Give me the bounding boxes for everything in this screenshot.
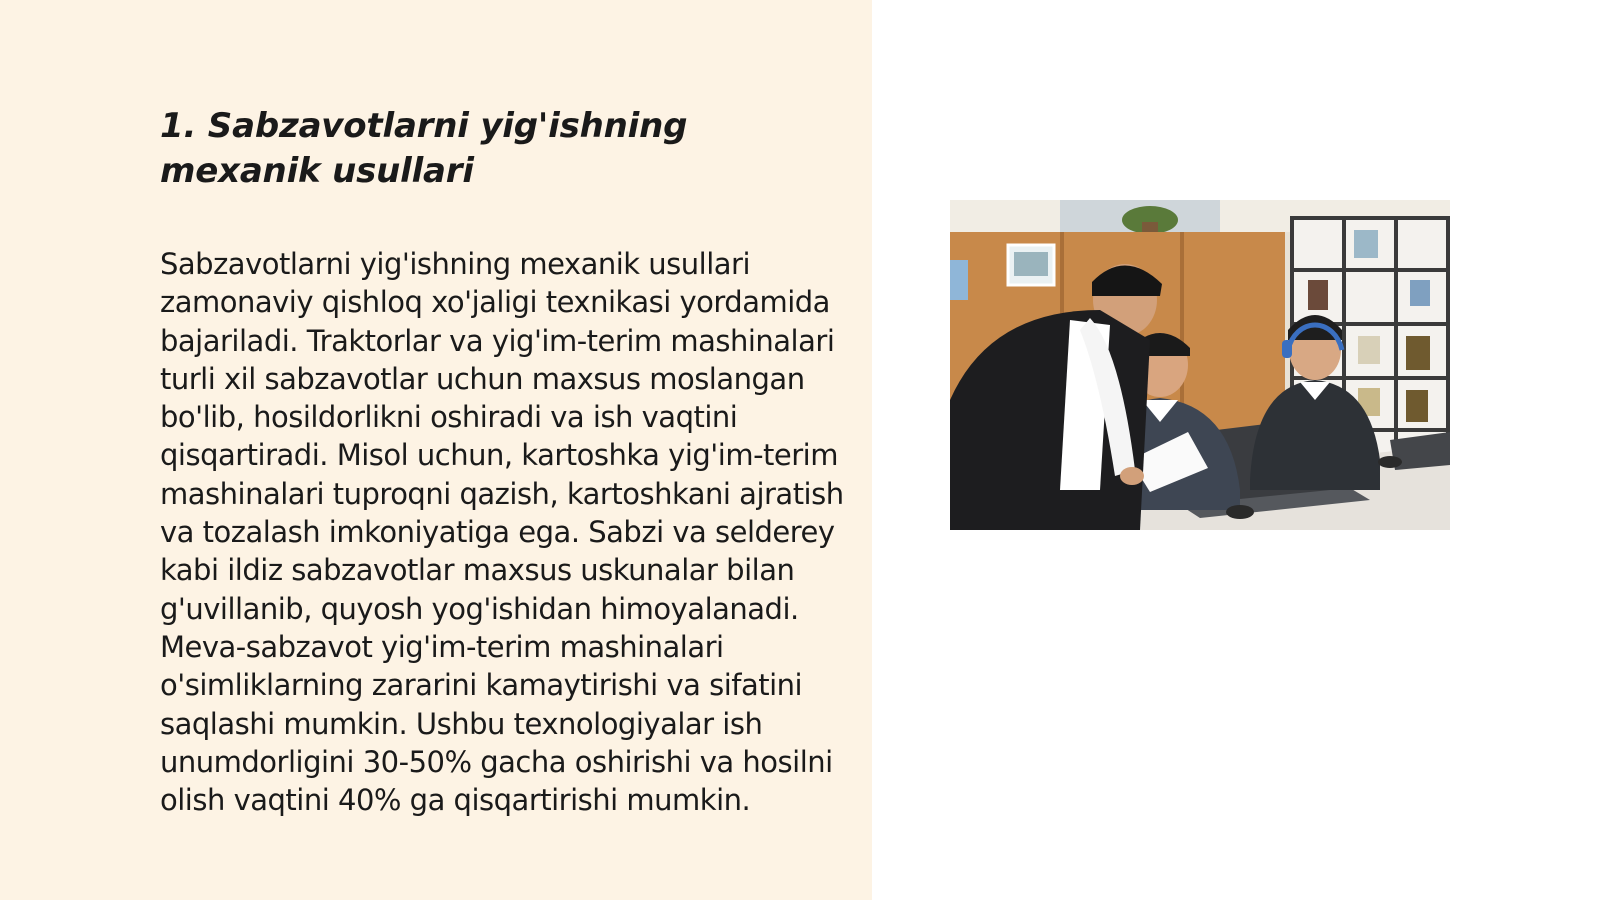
classroom-photo-illustration [950,200,1450,530]
slide-heading: 1. Sabzavotlarni yig'ishning mexanik usullari [160,106,688,191]
classroom-photo [950,200,1450,530]
slide-body-text: Sabzavotlarni yig'ishning mexanik usullari zamonaviy qishloq xo'jaligi texnikasi yordamida bajariladi. Traktorlar va yig'im-terim mashinalari turli xil sabzavotlar uchun maxsus moslangan bo'lib, hosildorlikni oshiradi va ish vaqtini qisqartiradi. Misol uchun, kartoshka yig'im-terim mashinalari tuproqni qazish, kartoshkani ajratish va tozalash imkoniyatiga ega. Sabzi va selderey kabi ildiz sabzavotlar maxsus uskunalar bilan g'uvillanib, quyosh yog'ishidan himoyalanadi. Meva-sabzavot yig'im-terim mashinalari o'simliklarning zararini kamaytirishi va sifatini saqlashi mumkin. Ushbu texnologiyalar ish unumdorligini 30-50% gacha oshirishi va hosilni olish vaqtini 40% ga qisqartirishi mumkin. [160,247,844,818]
